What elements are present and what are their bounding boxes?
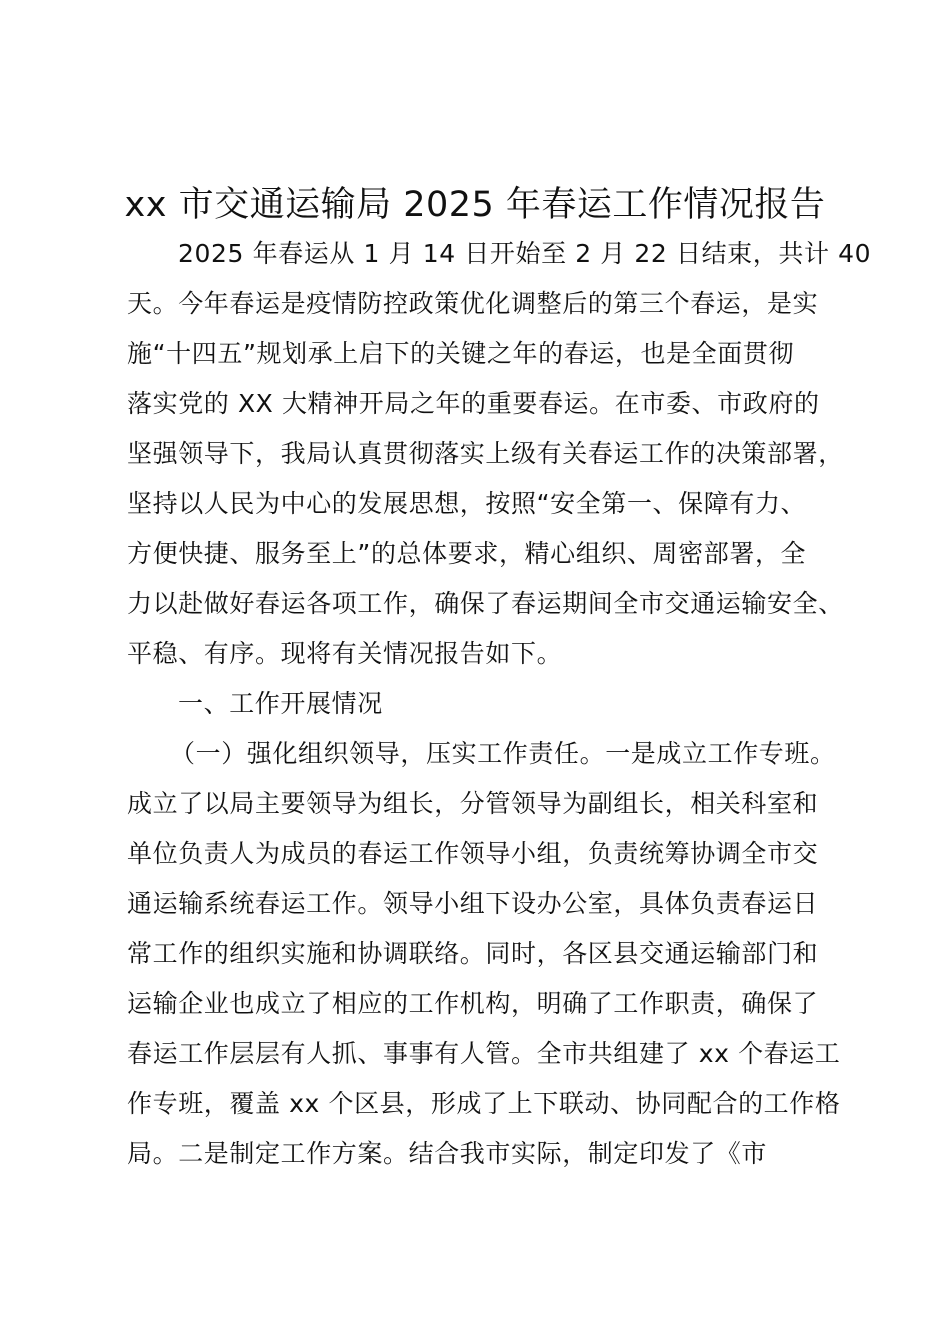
paragraph-line: 天。今年春运是疫情防控政策优化调整后的第三个春运，是实 [127,289,819,318]
paragraph-line: 方便快捷、服务至上”的总体要求，精心组织、周密部署，全 [127,539,807,568]
paragraph-line: 运输企业也成立了相应的工作机构，明确了工作职责，确保了 [127,989,819,1018]
paragraph-line: 常工作的组织实施和协调联络。同时，各区县交通运输部门和 [127,939,819,968]
paragraph-line: 通运输系统春运工作。领导小组下设办公室，具体负责春运日 [127,889,819,918]
paragraph-line: 平稳、有序。现将有关情况报告如下。 [127,639,563,668]
paragraph-line: 力以赴做好春运各项工作，确保了春运期间全市交通运输安全、 [127,589,844,618]
paragraph-line: 局。二是制定工作方案。结合我市实际，制定印发了《市 [127,1139,768,1168]
paragraph-line: 坚持以人民为中心的发展思想，按照“安全第一、保障有力、 [127,489,807,518]
section-heading: 一、工作开展情况 [178,689,383,718]
document-title: xx 市交通运输局 2025 年春运工作情况报告 [124,185,826,225]
paragraph-line: 成立了以局主要领导为组长，分管领导为副组长，相关科室和 [127,789,819,818]
paragraph-line: 作专班，覆盖 xx 个区县，形成了上下联动、协同配合的工作格 [127,1089,841,1118]
paragraph-line: 春运工作层层有人抓、事事有人管。全市共组建了 xx 个春运工 [127,1039,841,1068]
paragraph-line: 2025 年春运从 1 月 14 日开始至 2 月 22 日结束，共计 40 [178,239,872,268]
paragraph-line: （一）强化组织领导，压实工作责任。一是成立工作专班。 [170,739,836,768]
paragraph-line: 施“十四五”规划承上启下的关键之年的春运，也是全面贯彻 [127,339,795,368]
paragraph-line: 单位负责人为成员的春运工作领导小组，负责统筹协调全市交 [127,839,819,868]
paragraph-line: 落实党的 XX 大精神开局之年的重要春运。在市委、市政府的 [127,389,820,418]
paragraph-line: 坚强领导下，我局认真贯彻落实上级有关春运工作的决策部署， [127,439,844,468]
